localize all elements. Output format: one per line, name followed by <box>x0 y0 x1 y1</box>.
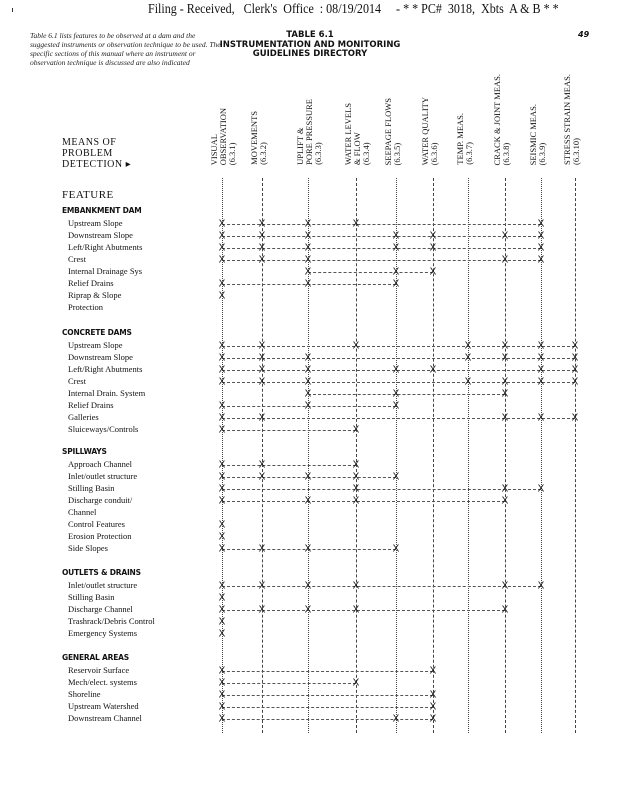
row-gridline <box>222 260 541 261</box>
means-line-3: DETECTION ▸ <box>62 159 132 170</box>
check-mark: X <box>571 376 579 388</box>
feature-row-label: Galleries <box>68 412 99 422</box>
page-number: 49 <box>578 30 590 39</box>
check-mark: X <box>304 376 312 388</box>
check-mark: X <box>392 230 400 242</box>
feature-row-label: Riprap & Slope <box>68 290 122 300</box>
row-gridline <box>222 719 433 720</box>
row-gridline <box>222 346 575 347</box>
check-mark: X <box>537 254 545 266</box>
check-mark: X <box>429 242 437 254</box>
check-mark: X <box>258 471 266 483</box>
check-mark: X <box>501 388 509 400</box>
row-gridline <box>222 248 541 249</box>
column-header: WATER LEVELS & FLOW (6.3.4) <box>343 102 371 165</box>
feature-row-label: Inlet/outlet structure <box>68 471 138 481</box>
check-mark: X <box>218 471 226 483</box>
feature-row-label: Relief Drains <box>68 278 114 288</box>
check-mark: X <box>258 230 266 242</box>
title-line-2: INSTRUMENTATION AND MONITORING <box>219 39 401 50</box>
feature-row-label: Relief Drains <box>68 400 114 410</box>
check-mark: X <box>464 352 472 364</box>
check-mark: X <box>537 242 545 254</box>
check-mark: X <box>352 677 360 689</box>
check-mark: X <box>258 604 266 616</box>
means-line-1: MEANS OF <box>62 137 117 148</box>
section-heading: EMBANKMENT DAM <box>62 206 142 215</box>
check-mark: X <box>429 665 437 677</box>
feature-row-label: Downstream Channel <box>68 713 142 723</box>
feature-row-label: Internal Drainage Sys <box>68 266 143 276</box>
check-mark: X <box>218 531 226 543</box>
feature-row-label: Internal Drain. System <box>68 388 146 398</box>
check-mark: X <box>571 352 579 364</box>
check-mark: X <box>352 604 360 616</box>
check-mark: X <box>218 424 226 436</box>
check-mark: X <box>537 352 545 364</box>
check-mark: X <box>501 580 509 592</box>
column-header: VISUAL OBSERVATION (6.3.1) <box>209 107 237 165</box>
check-mark: X <box>352 218 360 230</box>
check-mark: X <box>304 388 312 400</box>
check-mark: X <box>501 495 509 507</box>
check-mark: X <box>501 254 509 266</box>
check-mark: X <box>218 677 226 689</box>
check-mark: X <box>537 340 545 352</box>
check-mark: X <box>258 580 266 592</box>
check-mark: X <box>258 459 266 471</box>
means-of-detection-label <box>62 137 131 170</box>
check-mark: X <box>304 471 312 483</box>
check-mark: X <box>429 689 437 701</box>
check-mark: X <box>392 400 400 412</box>
check-mark: X <box>537 483 545 495</box>
check-mark: X <box>218 592 226 604</box>
check-mark: X <box>392 242 400 254</box>
column-gridline <box>468 178 469 733</box>
check-mark: X <box>218 412 226 424</box>
feature-row-label: Left/Right Abutments <box>68 364 143 374</box>
feature-row-label: Channel <box>68 507 97 517</box>
check-mark: X <box>304 278 312 290</box>
check-mark: X <box>218 352 226 364</box>
check-mark: X <box>304 266 312 278</box>
row-gridline <box>222 430 356 431</box>
check-mark: X <box>218 628 226 640</box>
section-heading: CONCRETE DAMS <box>62 328 132 337</box>
check-mark: X <box>258 376 266 388</box>
check-mark: X <box>304 400 312 412</box>
check-mark: X <box>501 340 509 352</box>
check-mark: X <box>218 495 226 507</box>
column-header: UPLIFT & PORE PRESSURE (6.3.3) <box>295 99 323 165</box>
filing-stamp: Filing - Received, Clerk's Office : 08/19/2014 - * * PC# 3018, Xbts A & B * * <box>148 2 559 17</box>
check-mark: X <box>258 364 266 376</box>
check-mark: X <box>537 218 545 230</box>
check-mark: X <box>218 616 226 628</box>
check-mark: X <box>304 604 312 616</box>
means-line-2: PROBLEM <box>62 148 113 159</box>
check-mark: X <box>352 424 360 436</box>
check-mark: X <box>429 266 437 278</box>
check-mark: X <box>218 364 226 376</box>
intro-caption: Table 6.1 lists features to be observed at a dam and the suggested instruments or observation technique to be used. The specific sections of this manual where an instrument or observation technique is discussed are also indicated <box>30 31 221 67</box>
check-mark: X <box>501 352 509 364</box>
feature-row-label: Erosion Protection <box>68 531 132 541</box>
check-mark: X <box>218 230 226 242</box>
check-mark: X <box>218 483 226 495</box>
feature-row-label: Crest <box>68 376 86 386</box>
row-gridline <box>222 671 433 672</box>
feature-row-label: Shoreline <box>68 689 101 699</box>
check-mark: X <box>537 412 545 424</box>
check-mark: X <box>304 242 312 254</box>
check-mark: X <box>501 412 509 424</box>
feature-row-label: Sluiceways/Controls <box>68 424 139 434</box>
row-gridline <box>222 586 541 587</box>
check-mark: X <box>429 701 437 713</box>
row-gridline <box>222 418 575 419</box>
column-gridline <box>575 178 576 733</box>
row-gridline <box>222 489 541 490</box>
check-mark: X <box>304 543 312 555</box>
check-mark: X <box>392 266 400 278</box>
feature-row-label: Approach Channel <box>68 459 132 469</box>
check-mark: X <box>218 519 226 531</box>
check-mark: X <box>218 290 226 302</box>
check-mark: X <box>258 340 266 352</box>
check-mark: X <box>352 340 360 352</box>
check-mark: X <box>571 364 579 376</box>
check-mark: X <box>218 254 226 266</box>
check-mark: X <box>352 471 360 483</box>
row-gridline <box>308 394 505 395</box>
row-gridline <box>222 358 575 359</box>
check-mark: X <box>571 412 579 424</box>
check-mark: X <box>218 278 226 290</box>
check-mark: X <box>537 580 545 592</box>
check-mark: X <box>258 254 266 266</box>
check-mark: X <box>304 352 312 364</box>
check-mark: X <box>258 218 266 230</box>
column-header: MOVEMENTS (6.3.2) <box>249 111 268 165</box>
check-mark: X <box>304 218 312 230</box>
check-mark: X <box>258 412 266 424</box>
check-mark: X <box>392 388 400 400</box>
check-mark: X <box>392 713 400 725</box>
check-mark: X <box>464 376 472 388</box>
feature-row-label: Inlet/outlet structure <box>68 580 138 590</box>
feature-row-label: Control Features <box>68 519 125 529</box>
check-mark: X <box>537 230 545 242</box>
feature-row-label: Discharge conduit/ <box>68 495 133 505</box>
check-mark: X <box>218 242 226 254</box>
feature-label: FEATURE <box>62 189 114 201</box>
column-header: SEEPAGE FLOWS (6.3.5) <box>383 97 402 165</box>
row-gridline <box>222 465 356 466</box>
feature-row-label: Protection <box>68 302 103 312</box>
feature-row-label: Stilling Basin <box>68 592 115 602</box>
check-mark: X <box>392 471 400 483</box>
row-gridline <box>308 272 433 273</box>
scan-mark <box>12 8 13 12</box>
column-gridline <box>433 178 434 733</box>
check-mark: X <box>392 364 400 376</box>
check-mark: X <box>218 580 226 592</box>
check-mark: X <box>537 364 545 376</box>
check-mark: X <box>429 713 437 725</box>
column-header: TEMP. MEAS. (6.3.7) <box>455 113 474 165</box>
check-mark: X <box>537 376 545 388</box>
check-mark: X <box>258 242 266 254</box>
check-mark: X <box>429 230 437 242</box>
row-gridline <box>222 683 356 684</box>
check-mark: X <box>501 230 509 242</box>
row-gridline <box>222 695 433 696</box>
check-mark: X <box>258 543 266 555</box>
title-line-1: TABLE 6.1 <box>286 30 334 40</box>
check-mark: X <box>501 483 509 495</box>
column-gridline <box>356 178 357 733</box>
check-mark: X <box>304 495 312 507</box>
feature-row-label: Upstream Slope <box>68 340 123 350</box>
feature-row-label: Upstream Watershed <box>68 701 139 711</box>
feature-row-label: Reservoir Surface <box>68 665 130 675</box>
row-gridline <box>222 382 575 383</box>
feature-row-label: Downstream Slope <box>68 352 133 362</box>
row-gridline <box>222 236 541 237</box>
check-mark: X <box>218 400 226 412</box>
feature-row-label: Stilling Basin <box>68 483 115 493</box>
check-mark: X <box>392 543 400 555</box>
check-mark: X <box>218 713 226 725</box>
check-mark: X <box>218 604 226 616</box>
feature-row-label: Upstream Slope <box>68 218 123 228</box>
check-mark: X <box>218 543 226 555</box>
row-gridline <box>222 224 541 225</box>
feature-row-label: Trashrack/Debris Control <box>68 616 155 626</box>
check-mark: X <box>501 604 509 616</box>
feature-row-label: Side Slopes <box>68 543 108 553</box>
check-mark: X <box>392 278 400 290</box>
row-gridline <box>222 501 505 502</box>
check-mark: X <box>218 340 226 352</box>
check-mark: X <box>571 340 579 352</box>
feature-row-label: Left/Right Abutments <box>68 242 143 252</box>
column-header: STRESS STRAIN MEAS. (6.3.10) <box>562 74 581 165</box>
check-mark: X <box>352 580 360 592</box>
check-mark: X <box>304 580 312 592</box>
check-mark: X <box>258 352 266 364</box>
check-mark: X <box>304 364 312 376</box>
column-header: CRACK & JOINT MEAS. (6.3.8) <box>492 73 511 165</box>
check-mark: X <box>501 376 509 388</box>
check-mark: X <box>304 254 312 266</box>
title-line-3: GUIDELINES DIRECTORY <box>252 49 368 59</box>
check-mark: X <box>218 689 226 701</box>
section-heading: OUTLETS & DRAINS <box>62 568 141 577</box>
feature-row-label: Discharge Channel <box>68 604 133 614</box>
check-mark: X <box>429 364 437 376</box>
feature-row-label: Downstream Slope <box>68 230 133 240</box>
check-mark: X <box>352 495 360 507</box>
check-mark: X <box>352 483 360 495</box>
check-mark: X <box>304 230 312 242</box>
feature-row-label: Mech/elect. systems <box>68 677 137 687</box>
check-mark: X <box>464 340 472 352</box>
row-gridline <box>222 707 433 708</box>
check-mark: X <box>218 701 226 713</box>
column-header: WATER QUALITY (6.3.6) <box>420 96 439 165</box>
feature-row-label: Crest <box>68 254 86 264</box>
check-mark: X <box>218 218 226 230</box>
column-gridline <box>396 178 397 733</box>
check-mark: X <box>352 459 360 471</box>
section-heading: GENERAL AREAS <box>62 653 129 662</box>
check-mark: X <box>218 376 226 388</box>
check-mark: X <box>218 459 226 471</box>
feature-row-label: Emergency Systems <box>68 628 138 638</box>
check-mark: X <box>218 665 226 677</box>
section-heading: SPILLWAYS <box>62 447 107 456</box>
table-title <box>215 31 405 60</box>
column-header: SEISMIC MEAS. (6.3.9) <box>528 103 547 165</box>
